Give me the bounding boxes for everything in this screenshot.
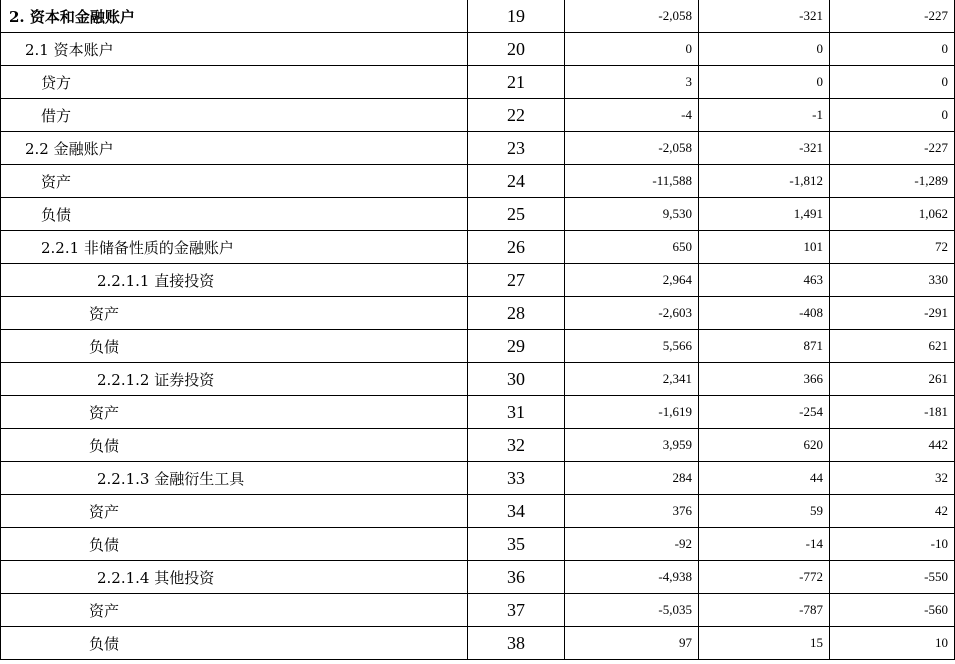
value-col-1: -1,619: [565, 396, 699, 429]
row-number: 21: [468, 66, 565, 99]
row-number: 31: [468, 396, 565, 429]
item-label: 资产: [1, 594, 468, 627]
item-label: 借方: [1, 99, 468, 132]
row-number: 20: [468, 33, 565, 66]
value-col-1: -5,035: [565, 594, 699, 627]
value-col-2: 0: [699, 66, 830, 99]
table-row: [1, 363, 955, 396]
table-row: [1, 0, 955, 33]
table-row: [1, 99, 955, 132]
table-row: [1, 165, 955, 198]
value-col-2: 463: [699, 264, 830, 297]
row-number: 29: [468, 330, 565, 363]
row-number: 22: [468, 99, 565, 132]
value-col-1: -4: [565, 99, 699, 132]
value-col-1: -2,058: [565, 132, 699, 165]
table-row: [1, 231, 955, 264]
value-col-3: 1,062: [830, 198, 955, 231]
value-col-2: 620: [699, 429, 830, 462]
table-row: [1, 495, 955, 528]
item-label: 2.2.1 非储备性质的金融账户: [1, 231, 468, 264]
table-row: [1, 528, 955, 561]
value-col-3: -227: [830, 132, 955, 165]
value-col-1: 9,530: [565, 198, 699, 231]
item-label: 2.2.1.3 金融衍生工具: [1, 462, 468, 495]
table-row: [1, 132, 955, 165]
value-col-2: 59: [699, 495, 830, 528]
value-col-1: -2,058: [565, 0, 699, 33]
table-row: [1, 33, 955, 66]
item-label: 负债: [1, 330, 468, 363]
value-col-2: 1,491: [699, 198, 830, 231]
value-col-1: -11,588: [565, 165, 699, 198]
value-col-2: -254: [699, 396, 830, 429]
table-row: [1, 462, 955, 495]
value-col-2: -408: [699, 297, 830, 330]
row-number: 35: [468, 528, 565, 561]
value-col-1: 3,959: [565, 429, 699, 462]
row-number: 30: [468, 363, 565, 396]
value-col-3: -227: [830, 0, 955, 33]
item-label: 2.2 金融账户: [1, 132, 468, 165]
row-number: 26: [468, 231, 565, 264]
row-number: 19: [468, 0, 565, 33]
value-col-3: -1,289: [830, 165, 955, 198]
value-col-3: 72: [830, 231, 955, 264]
value-col-1: -2,603: [565, 297, 699, 330]
row-number: 34: [468, 495, 565, 528]
table-row: [1, 330, 955, 363]
value-col-1: -4,938: [565, 561, 699, 594]
row-number: 32: [468, 429, 565, 462]
value-col-3: 0: [830, 33, 955, 66]
value-col-3: 330: [830, 264, 955, 297]
item-label: 2. 资本和金融账户: [1, 0, 468, 33]
value-col-3: -10: [830, 528, 955, 561]
item-label: 资产: [1, 165, 468, 198]
value-col-2: -787: [699, 594, 830, 627]
value-col-2: -321: [699, 132, 830, 165]
row-number: 25: [468, 198, 565, 231]
value-col-1: 5,566: [565, 330, 699, 363]
value-col-1: -92: [565, 528, 699, 561]
table-row: [1, 198, 955, 231]
row-number: 38: [468, 627, 565, 660]
value-col-2: 871: [699, 330, 830, 363]
row-number: 28: [468, 297, 565, 330]
value-col-3: 10: [830, 627, 955, 660]
value-col-3: 42: [830, 495, 955, 528]
table-row: [1, 396, 955, 429]
table-row: [1, 297, 955, 330]
row-number: 36: [468, 561, 565, 594]
value-col-2: 101: [699, 231, 830, 264]
item-label: 2.1 资本账户: [1, 33, 468, 66]
value-col-3: 261: [830, 363, 955, 396]
value-col-3: 442: [830, 429, 955, 462]
item-label: 2.2.1.4 其他投资: [1, 561, 468, 594]
value-col-2: -14: [699, 528, 830, 561]
value-col-1: 0: [565, 33, 699, 66]
row-number: 33: [468, 462, 565, 495]
value-col-1: 650: [565, 231, 699, 264]
value-col-1: 3: [565, 66, 699, 99]
value-col-3: -560: [830, 594, 955, 627]
value-col-3: -550: [830, 561, 955, 594]
table-row: [1, 627, 955, 660]
value-col-1: 97: [565, 627, 699, 660]
value-col-2: 366: [699, 363, 830, 396]
item-label: 贷方: [1, 66, 468, 99]
row-number: 37: [468, 594, 565, 627]
value-col-3: 621: [830, 330, 955, 363]
item-label: 负债: [1, 429, 468, 462]
value-col-3: -181: [830, 396, 955, 429]
value-col-3: 32: [830, 462, 955, 495]
value-col-2: -1: [699, 99, 830, 132]
value-col-2: 15: [699, 627, 830, 660]
item-label: 资产: [1, 495, 468, 528]
value-col-2: -321: [699, 0, 830, 33]
row-number: 23: [468, 132, 565, 165]
table-row: [1, 594, 955, 627]
value-col-1: 2,341: [565, 363, 699, 396]
table-row: [1, 66, 955, 99]
item-label: 负债: [1, 198, 468, 231]
row-number: 27: [468, 264, 565, 297]
value-col-1: 2,964: [565, 264, 699, 297]
item-label: 资产: [1, 297, 468, 330]
item-label: 负债: [1, 627, 468, 660]
item-label: 资产: [1, 396, 468, 429]
item-label: 2.2.1.1 直接投资: [1, 264, 468, 297]
value-col-3: 0: [830, 99, 955, 132]
value-col-2: -1,812: [699, 165, 830, 198]
value-col-3: -291: [830, 297, 955, 330]
table-row: [1, 561, 955, 594]
value-col-2: 0: [699, 33, 830, 66]
table-row: [1, 429, 955, 462]
row-number: 24: [468, 165, 565, 198]
table-row: [1, 264, 955, 297]
value-col-1: 376: [565, 495, 699, 528]
value-col-1: 284: [565, 462, 699, 495]
value-col-2: 44: [699, 462, 830, 495]
item-label: 负债: [1, 528, 468, 561]
value-col-3: 0: [830, 66, 955, 99]
item-label: 2.2.1.2 证券投资: [1, 363, 468, 396]
value-col-2: -772: [699, 561, 830, 594]
